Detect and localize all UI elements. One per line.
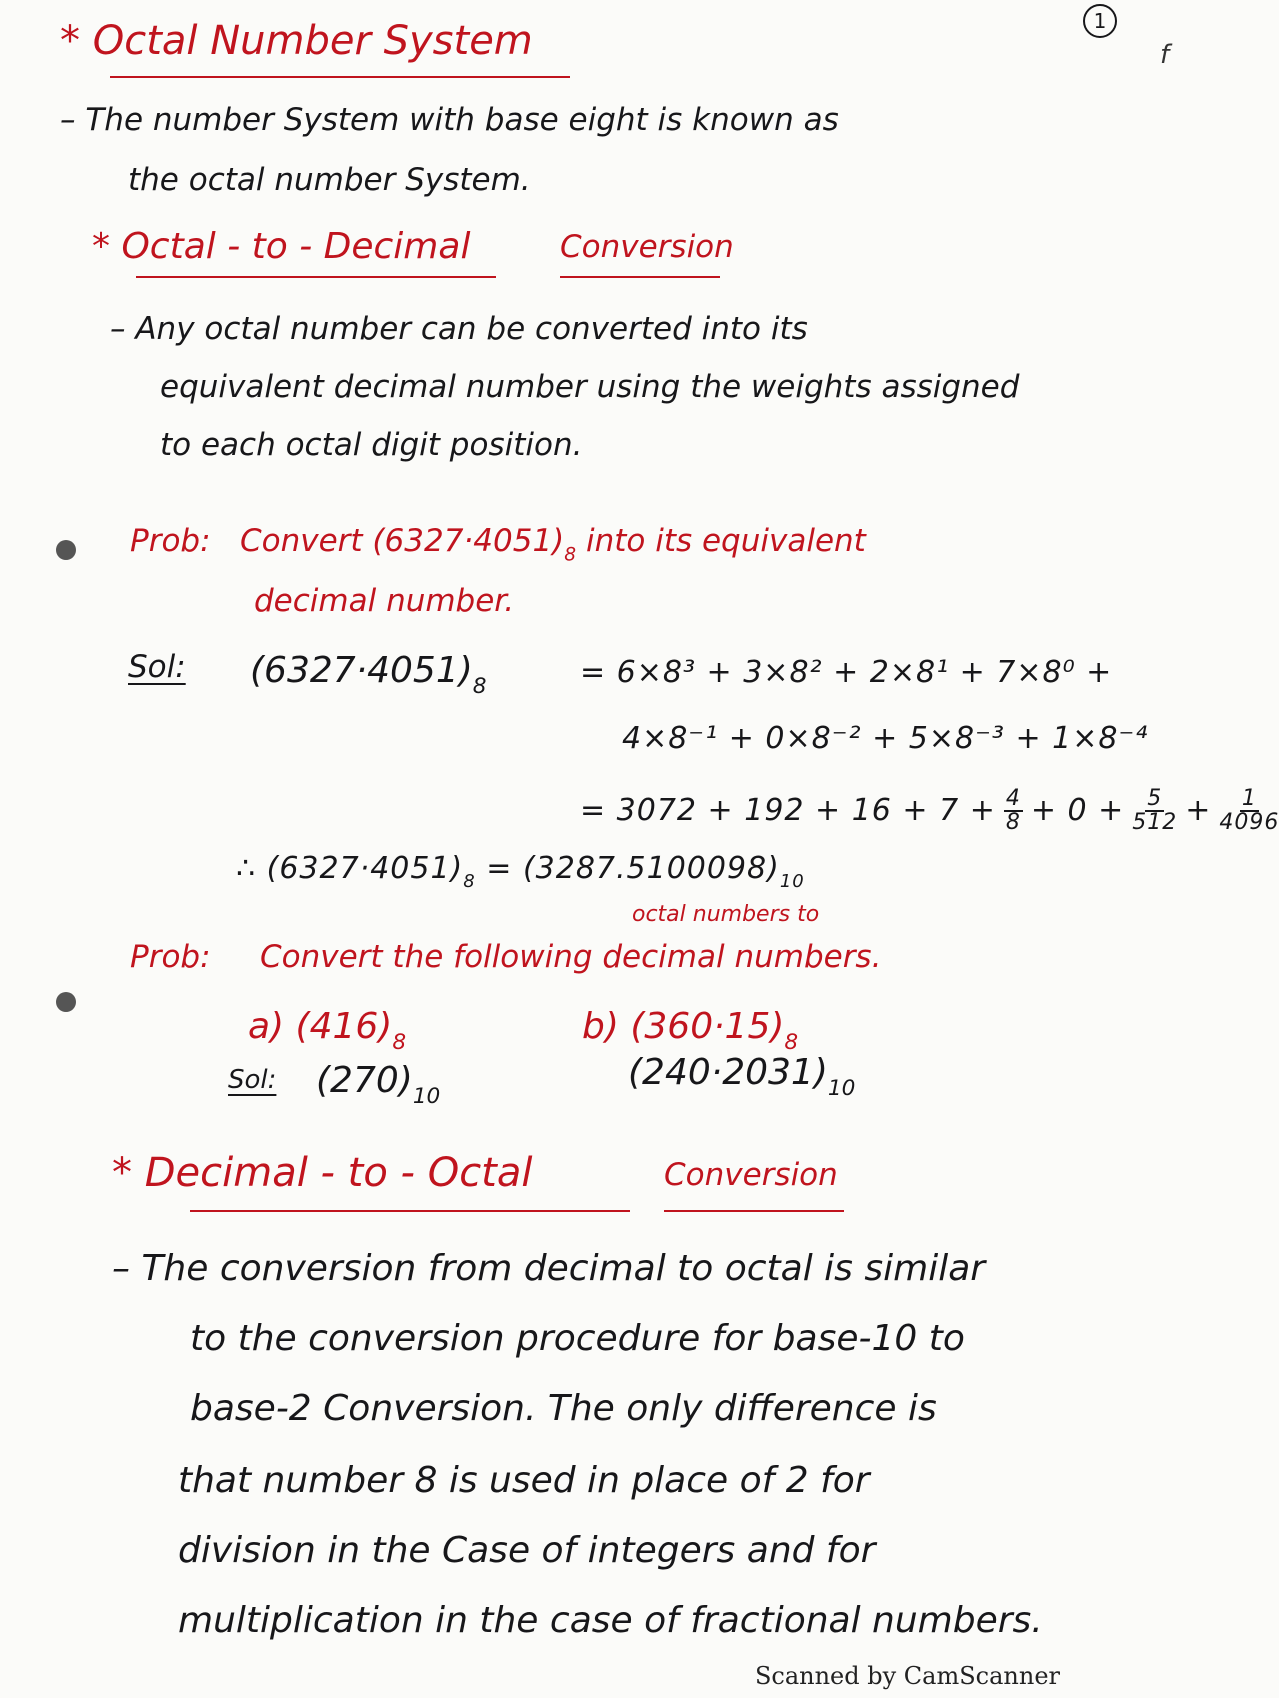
problem-2b-answer: $(240\cdot 2031)_{10}$	[628, 1052, 856, 1101]
section-heading-conversion: Conversion	[664, 1157, 838, 1193]
paragraph-line-6: multiplication in the case of fractional numbers.	[178, 1600, 1043, 1641]
problem-2a-base: 8	[392, 1029, 407, 1055]
sum-line	[580, 788, 1279, 834]
problem-1-base: 8	[564, 544, 577, 566]
solution-lhs	[250, 650, 487, 700]
heading-underline	[190, 1210, 630, 1212]
paragraph-line-2: equivalent decimal number using the weights assigned	[160, 369, 1020, 405]
problem-2b	[582, 1006, 798, 1056]
paragraph-line-1: – The conversion from decimal to octal is similar	[112, 1248, 986, 1289]
result-value: = (3287.5100098)	[486, 851, 780, 886]
paragraph-line-4: that number 8 is used in place of 2 for	[178, 1460, 870, 1501]
paragraph-line-3: to each octal digit position.	[160, 427, 583, 463]
problem-2a-number: a) (416)	[248, 1006, 393, 1047]
problem-2-statement: Convert the following decimal numbers.	[260, 939, 882, 975]
problem-1-statement-text: Convert (6327·4051)	[240, 523, 565, 559]
problem-2-annotation: octal numbers to	[632, 902, 820, 927]
bullet	[56, 992, 76, 1012]
paragraph-line-2: to the conversion procedure for base-10 to	[190, 1318, 965, 1359]
scanner-footer: Scanned by CamScanner	[754, 1662, 1060, 1690]
bullet	[56, 540, 76, 560]
page-title: * Octal Number System	[60, 18, 533, 64]
fraction: $\frac{5}{512}$	[1132, 786, 1178, 835]
section-heading-decimal-to-octal: * Decimal - to - Octal	[112, 1150, 533, 1196]
heading-underline	[560, 276, 720, 278]
problem-1-statement-tail: into its equivalent	[585, 523, 866, 559]
result-prefix: ∴ (6327·4051)	[236, 851, 464, 886]
page-number: 1	[1083, 4, 1117, 38]
result-base-in: 8	[463, 871, 476, 892]
intro-line-1: – The number System with base eight is known as	[60, 102, 839, 138]
problem-1-label: Prob:	[130, 523, 211, 559]
fraction: $\frac{4}{8}$	[1005, 786, 1021, 835]
heading-underline	[136, 276, 496, 278]
expansion-line-1: = 6×8³ + 3×8² + 2×8¹ + 7×8⁰ +	[580, 655, 1113, 690]
paragraph-line-1: – Any octal number can be converted into its	[110, 311, 808, 347]
result-base-out: 10	[779, 871, 805, 892]
paragraph-line-3: base-2 Conversion. The only difference is	[190, 1388, 937, 1429]
solution-label: Sol:	[228, 1065, 277, 1095]
paragraph-line-5: division in the Case of integers and for	[178, 1530, 876, 1571]
intro-line-2: the octal number System.	[128, 162, 531, 198]
problem-2b-number: b) (360·15)	[582, 1006, 785, 1047]
section-heading-conversion: Conversion	[560, 229, 734, 265]
problem-2b-base: 8	[784, 1029, 799, 1055]
solution-lhs-number: (6327·4051)	[250, 650, 473, 691]
problem-1-statement	[240, 524, 866, 566]
heading-underline	[664, 1210, 844, 1212]
problem-2a	[248, 1006, 406, 1056]
problem-1-statement-line-2: decimal number.	[254, 583, 515, 619]
problem-2a-answer: $(270)_{10}$	[316, 1060, 441, 1109]
solution-label: Sol:	[128, 649, 186, 685]
sum-plus: +	[1185, 792, 1212, 828]
sum-prefix: = 3072 + 192 + 16 + 7 +	[580, 792, 996, 828]
problem-2-label: Prob:	[130, 939, 211, 975]
expansion-line-2: 4×8⁻¹ + 0×8⁻² + 5×8⁻³ + 1×8⁻⁴	[622, 721, 1149, 756]
margin-mark: f	[1160, 40, 1170, 70]
fraction: $\frac{1}{4096}$	[1219, 786, 1279, 835]
section-heading-octal-to-decimal: * Octal - to - Decimal	[92, 226, 471, 267]
title-underline	[110, 76, 570, 78]
result-line	[236, 852, 805, 893]
sum-mid: + 0 +	[1030, 792, 1125, 828]
solution-lhs-base: 8	[472, 673, 487, 699]
